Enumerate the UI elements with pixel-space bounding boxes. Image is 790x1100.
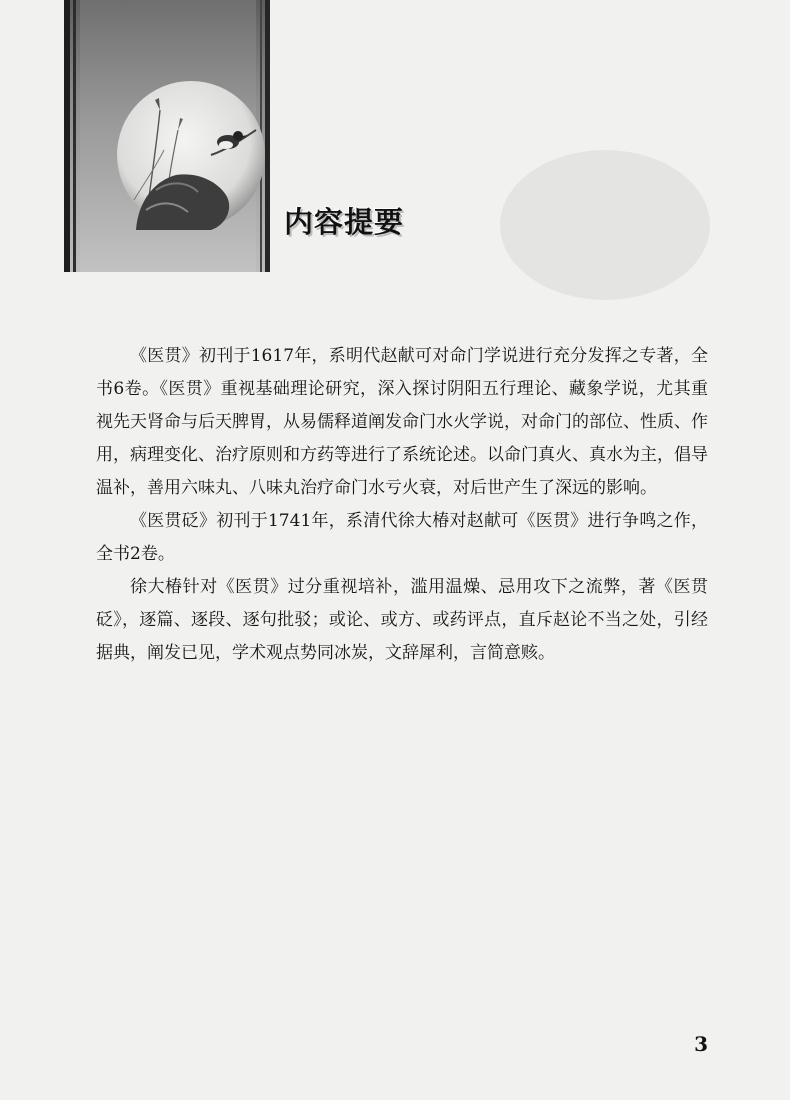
paragraph: 徐大椿针对《医贯》过分重视培补，滥用温燥、忌用攻下之流弊，著《医贯砭》，逐篇、逐段、逐句批驳；或论、或方、或药评点，直斥赵论不当之处，引经据典，阐发已见，学术观点势同冰炭，文辞犀利，言简意赅。 [96, 577, 708, 663]
summary-body [96, 340, 708, 670]
paragraph: 《医贯砭》初刊于1741年，系清代徐大椿对赵献可《医贯》进行争鸣之作，全书2卷。 [96, 511, 708, 564]
section-title: 内容提要 [284, 205, 405, 239]
paragraph: 《医贯》初刊于1617年，系明代赵献可对命门学说进行充分发挥之专著，全书6卷。《医贯》重视基础理论研究，深入探讨阴阳五行理论、藏象学说，尤其重视先天肾命与后天脾胃，从易儒释道阐发命门水火学说，对命门的部位、性质、作用，病理变化、治疗原则和方药等进行了系统论述。以命门真火、真水为主，倡导温补，善用六味丸、八味丸治疗命门水亏火衰，对后世产生了深远的影响。 [96, 346, 708, 498]
page-number: 3 [694, 1032, 708, 1056]
bird-painting-medallion [116, 80, 266, 230]
